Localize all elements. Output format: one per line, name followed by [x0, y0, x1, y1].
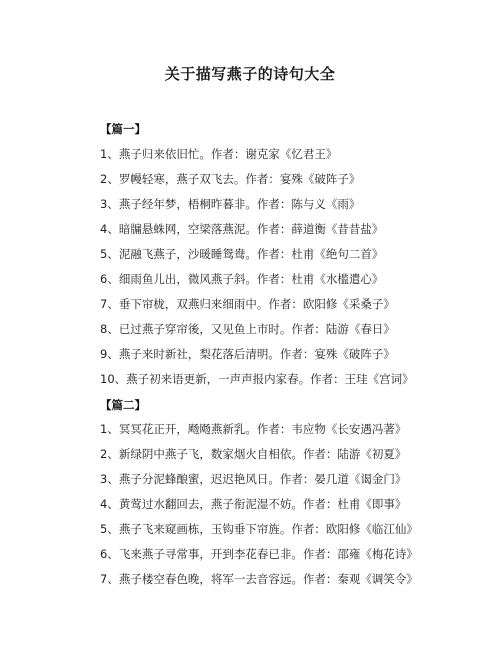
poem-line: 5、燕子飞来窥画栋，玉钩垂下帘旌。作者：欧阳修《临江仙》: [100, 522, 418, 536]
poem-line: 6、细雨鱼儿出，微风燕子斜。作者：杜甫《水槛遣心》: [100, 272, 384, 286]
poem-line: 4、暗牖悬蛛网，空梁落燕泥。作者：薛道衡《昔昔盐》: [100, 222, 384, 236]
poem-line: 2、罗幔轻寒，燕子双飞去。作者：宴殊《破阵子》: [100, 172, 361, 186]
poem-line: 8、已过燕子穿帘後，又见鱼上市时。作者：陆游《春日》: [100, 322, 395, 336]
poem-line: 7、燕子楼空春色晚，将军一去音容远。作者：秦观《调笑令》: [100, 572, 418, 586]
poem-line: 6、飞来燕子寻常事，开到李花春已非。作者：邵雍《梅花诗》: [100, 547, 418, 561]
poem-line: 4、黄莺过水翻回去，燕子衔泥湿不妨。作者：杜甫《即事》: [100, 497, 407, 511]
poem-line: 7、垂下帘栊，双燕归来细雨中。作者：欧阳修《采桑子》: [100, 297, 395, 311]
section-heading-1: 【篇一】: [100, 122, 146, 136]
poem-line: 3、燕子分泥蜂酿蜜，迟迟艳风日。作者：晏几道《谒金门》: [100, 472, 407, 486]
poem-line: 10、燕子初来语更新，一声声报内家春。作者：王珪《宫词》: [100, 372, 414, 386]
poem-line: 3、燕子经年梦，梧桐昨暮非。作者：陈与义《雨》: [100, 197, 361, 211]
poem-line: 1、冥冥花正开，飏飏燕新乳。作者：韦应物《长安遇冯著》: [100, 422, 407, 436]
poem-line: 1、燕子归来依旧忙。作者：谢克家《忆君王》: [100, 147, 338, 161]
section-heading-2: 【篇二】: [100, 398, 146, 412]
page-title: 关于描写燕子的诗句大全: [164, 65, 336, 83]
poem-line: 9、燕子来时新社，梨花落后清明。作者：宴殊《破阵子》: [100, 347, 395, 361]
poem-line: 5、泥融飞燕子，沙暖睡鸳鸯。作者：杜甫《绝句二首》: [100, 247, 384, 261]
poem-line: 2、新绿阴中燕子飞，数家烟火自相依。作者：陆游《初夏》: [100, 447, 407, 461]
